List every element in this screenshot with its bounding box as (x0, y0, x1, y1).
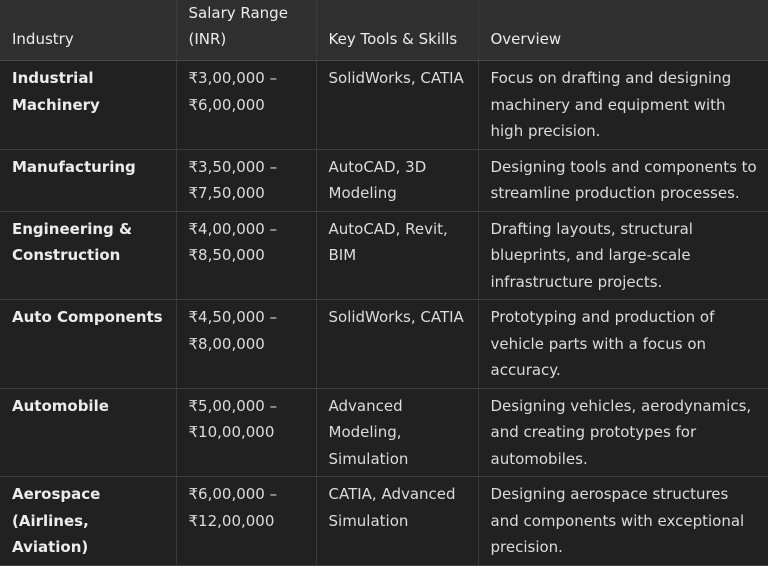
cell-salary: ₹6,00,000 – ₹12,00,000 (176, 477, 316, 566)
cell-industry: Engineering & Construction (0, 211, 176, 300)
table-row (0, 300, 768, 389)
cell-overview: Prototyping and production of vehicle parts with a focus on accuracy. (478, 300, 768, 389)
table-body (0, 61, 768, 566)
cell-tools: AutoCAD, Revit, BIM (316, 211, 478, 300)
cell-salary: ₹3,50,000 – ₹7,50,000 (176, 149, 316, 211)
cell-overview: Designing aerospace structures and components with exceptional precision. (478, 477, 768, 566)
header-key-tools: Key Tools & Skills (316, 0, 478, 61)
table-row (0, 477, 768, 566)
table-row (0, 149, 768, 211)
cell-industry: Aerospace (Airlines, Aviation) (0, 477, 176, 566)
cell-tools: SolidWorks, CATIA (316, 300, 478, 389)
cell-salary: ₹4,50,000 – ₹8,00,000 (176, 300, 316, 389)
cell-overview: Designing vehicles, aerodynamics, and creating prototypes for automobiles. (478, 388, 768, 477)
cell-tools: AutoCAD, 3D Modeling (316, 149, 478, 211)
header-industry: Industry (0, 0, 176, 61)
cell-salary: ₹3,00,000 – ₹6,00,000 (176, 61, 316, 150)
table-header (0, 0, 768, 61)
table-row (0, 61, 768, 150)
table-row (0, 211, 768, 300)
cell-overview: Designing tools and components to streamline production processes. (478, 149, 768, 211)
table-row (0, 388, 768, 477)
cell-overview: Drafting layouts, structural blueprints, and large-scale infrastructure projects. (478, 211, 768, 300)
cell-industry: Manufacturing (0, 149, 176, 211)
cell-industry: Industrial Machinery (0, 61, 176, 150)
cell-salary: ₹5,00,000 – ₹10,00,000 (176, 388, 316, 477)
header-row (0, 0, 768, 61)
cell-tools: SolidWorks, CATIA (316, 61, 478, 150)
cell-industry: Automobile (0, 388, 176, 477)
header-salary-range: Salary Range (INR) (176, 0, 316, 61)
cell-overview: Focus on drafting and designing machinery and equipment with high precision. (478, 61, 768, 150)
cell-industry: Auto Components (0, 300, 176, 389)
cell-tools: CATIA, Advanced Simulation (316, 477, 478, 566)
cell-salary: ₹4,00,000 – ₹8,50,000 (176, 211, 316, 300)
header-overview: Overview (478, 0, 768, 61)
cell-tools: Advanced Modeling, Simulation (316, 388, 478, 477)
